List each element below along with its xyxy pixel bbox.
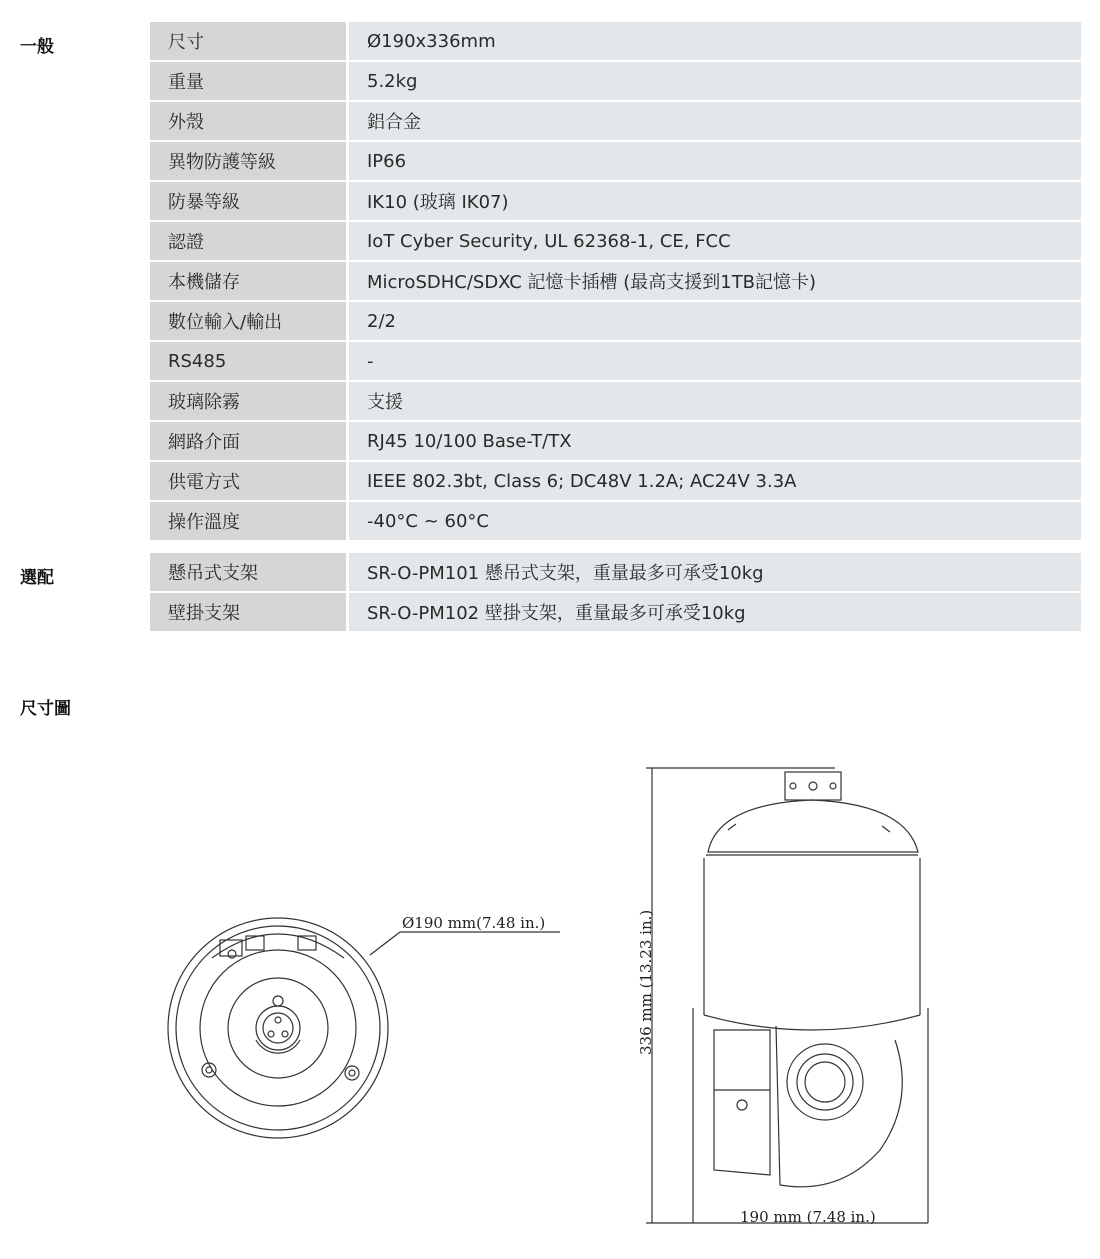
general-spec-row bbox=[150, 462, 1081, 502]
options-section-label: 選配 bbox=[20, 568, 54, 588]
diameter-label: Ø190 mm(7.48 in.) bbox=[402, 914, 546, 932]
general-spec-row bbox=[150, 102, 1081, 142]
spec-key: 網路介面 bbox=[150, 422, 349, 462]
spec-key: 尺寸 bbox=[150, 22, 349, 62]
options-spec-table bbox=[150, 553, 1081, 633]
spec-value: - bbox=[349, 342, 1081, 382]
side-view-drawing bbox=[646, 768, 928, 1223]
spec-key: 本機儲存 bbox=[150, 262, 349, 302]
spec-value: IP66 bbox=[349, 142, 1081, 182]
spec-key: 玻璃除霧 bbox=[150, 382, 349, 422]
spec-value: 鋁合金 bbox=[349, 102, 1081, 142]
general-spec-row bbox=[150, 22, 1081, 62]
spec-key: 壁掛支架 bbox=[150, 593, 349, 633]
dimension-drawings bbox=[0, 730, 1100, 1259]
general-spec-row bbox=[150, 342, 1081, 382]
general-spec-row bbox=[150, 262, 1081, 302]
spec-value: RJ45 10/100 Base-T/TX bbox=[349, 422, 1081, 462]
spec-value: 支援 bbox=[349, 382, 1081, 422]
spec-key: 外殼 bbox=[150, 102, 349, 142]
spec-value: IK10 (玻璃 IK07) bbox=[349, 182, 1081, 222]
spec-value: IEEE 802.3bt, Class 6; DC48V 1.2A; AC24V 3.3A bbox=[349, 462, 1081, 502]
spec-key: 懸吊式支架 bbox=[150, 553, 349, 593]
spec-key: RS485 bbox=[150, 342, 349, 382]
spec-key: 異物防護等級 bbox=[150, 142, 349, 182]
general-spec-row bbox=[150, 62, 1081, 102]
spec-value: SR-O-PM102 壁掛支架，重量最多可承受10kg bbox=[349, 593, 1081, 633]
general-spec-row bbox=[150, 142, 1081, 182]
spec-key: 操作溫度 bbox=[150, 502, 349, 542]
width-label: 190 mm (7.48 in.) bbox=[740, 1208, 876, 1226]
spec-key: 數位輸入/輸出 bbox=[150, 302, 349, 342]
general-spec-row bbox=[150, 382, 1081, 422]
spec-key: 重量 bbox=[150, 62, 349, 102]
spec-value: IoT Cyber Security, UL 62368-1, CE, FCC bbox=[349, 222, 1081, 262]
spec-value: 5.2kg bbox=[349, 62, 1081, 102]
spec-key: 認證 bbox=[150, 222, 349, 262]
general-spec-row bbox=[150, 502, 1081, 542]
spec-value: 2/2 bbox=[349, 302, 1081, 342]
general-spec-row bbox=[150, 182, 1081, 222]
height-label: 336 mm (13.23 in.) bbox=[637, 909, 655, 1055]
general-spec-row bbox=[150, 222, 1081, 262]
spec-value: MicroSDHC/SDXC 記憶卡插槽 (最高支援到1TB記憶卡) bbox=[349, 262, 1081, 302]
spec-value: SR-O-PM101 懸吊式支架，重量最多可承受10kg bbox=[349, 553, 1081, 593]
spec-key: 供電方式 bbox=[150, 462, 349, 502]
general-spec-row bbox=[150, 422, 1081, 462]
general-section-label: 一般 bbox=[20, 37, 54, 57]
bottom-view-drawing bbox=[168, 918, 560, 1138]
spec-value: Ø190x336mm bbox=[349, 22, 1081, 62]
general-spec-row bbox=[150, 302, 1081, 342]
dimension-section-label: 尺寸圖 bbox=[20, 699, 71, 719]
option-spec-row bbox=[150, 553, 1081, 593]
general-spec-table bbox=[150, 22, 1081, 542]
spec-value: -40°C ~ 60°C bbox=[349, 502, 1081, 542]
option-spec-row bbox=[150, 593, 1081, 633]
spec-key: 防暴等級 bbox=[150, 182, 349, 222]
